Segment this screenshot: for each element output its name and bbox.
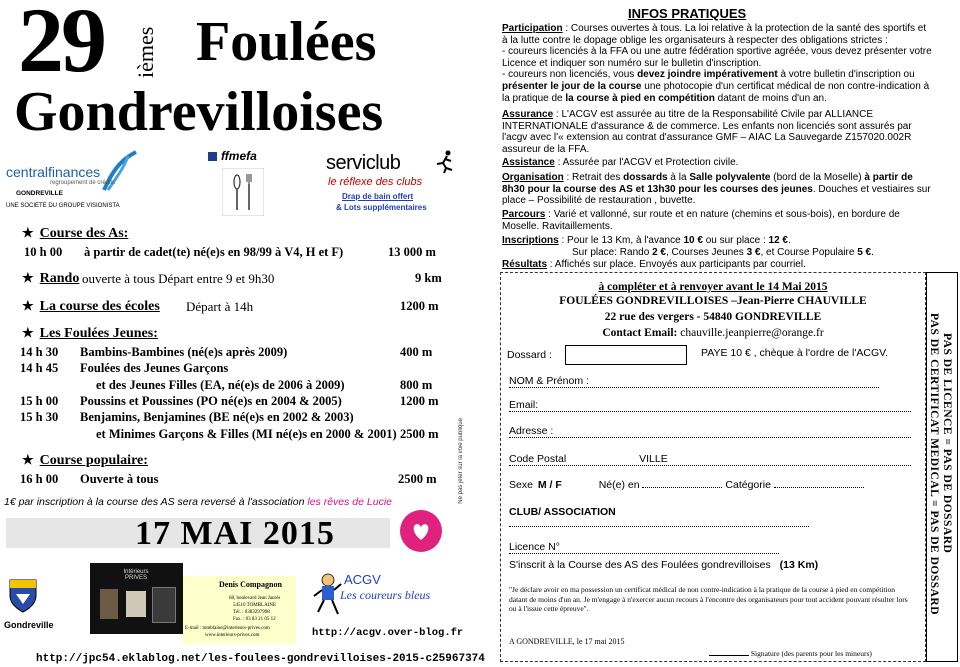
jeunes-row-time: 15 h 00 [20,394,59,408]
licence-label: Licence N° [509,541,560,553]
acgv-logo [310,568,470,624]
registration-form [500,272,926,662]
serviclub-tagline: le réflexe des clubs [328,176,423,188]
form-contact-label: Contact Email: [602,327,678,339]
serviclub-logo [326,150,476,220]
rando-dist: 9 km [415,271,442,285]
assurance-text: : L'ACGV est assurée au titre de la Responsabilité Civile par ALLIANCE INTERNATIONALE d'assurance & de commerce. Les enfants non licenciés sont assurés par l'acgv avec l'« extension au contrat d'assurance GMF – AIAC La Sauvegarde Z157020.002R assureur de la FFA. [502,109,912,155]
serviclub-offer2: & Lots supplémentaires [336,203,427,212]
reves-de-lucie-logo [400,510,442,552]
bullet-star-icon: ★ [22,270,34,285]
adresse-field[interactable] [509,425,911,438]
contact-address2: 54510 TOMBLAINE [233,603,277,608]
categorie-field[interactable] [774,487,864,488]
email-label: Email: [509,399,539,411]
side-text-1: PAS DE CERTIFICAT MEDICAL = PAS DE DOSSARD [928,313,940,616]
title-line1: Foulées [196,11,377,73]
form-deadline: à compléter et à renvoyer avant le 14 Mai 2015 [598,281,828,293]
jeunes-row-desc: Poussins et Poussines (PO né(e)s en 2004 & 2005) [80,394,342,408]
side-text-2: PAS DE LICENCE = PAS DE DOSSARD [941,333,953,554]
jeunes-row-dist: 800 m [400,378,433,392]
serviclub-name: serviclub [326,152,401,174]
para-assurance [502,109,932,155]
resultats-text: : Affichés sur place. Envoyés aux participants par courriel. [547,259,806,270]
jeunes-row-dist: 400 m [400,345,433,359]
swoosh-icon [98,150,138,194]
jeunes-row-time: 14 h 45 [20,361,59,375]
cp-label: Code Postal [509,453,567,465]
runner-mascot-icon [310,572,344,618]
cp-ville-field[interactable] [509,453,911,466]
nom-field[interactable] [509,375,879,388]
ne-label: Né(e) en [598,479,640,491]
contact-card [183,576,296,644]
assurance-label: Assurance [502,109,554,120]
nom-label: NOM & Prénom : [509,375,589,387]
para-assistance [502,157,932,169]
acgv-url[interactable]: http://acgv.over-blog.fr [312,627,464,639]
para-resultats [502,259,932,271]
gondreville-label: Gondreville [4,620,54,630]
gondreville-crest [8,578,38,614]
bullet-star-icon: ★ [22,225,34,240]
side-note: Ne pas jeter sur la voie publique [458,418,464,504]
bullet-star-icon: ★ [22,325,34,340]
contact-address1: 68, boulevard Jean Jaurès [229,596,281,601]
assistance-text: : Assurée par l'ACGV et Protection civile. [554,157,739,168]
bullet-star-icon: ★ [22,452,34,467]
form-address: 22 rue des vergers - 54840 GONDREVILLE [604,311,822,323]
course-as-time: 10 h 00 [24,245,63,259]
ffmefa-logo [208,150,280,220]
populaire-dist: 2500 m [398,472,437,486]
acgv-subtitle: Les coureurs bleus [340,588,431,602]
categorie-label: Catégorie [725,479,771,491]
place-date: A GONDREVILLE, le 17 mai 2015 [509,637,625,646]
central-finances-name: centralfinances [6,164,101,180]
ne-field[interactable] [642,487,722,488]
inscrit-line [509,559,818,571]
inscrit-dist: (13 Km) [779,559,819,571]
certificat-side-box [926,272,958,662]
interieurs-prives-photo [90,563,183,634]
populaire-time: 16 h 00 [20,472,59,486]
para-parcours [502,209,932,232]
bottom-url[interactable]: http://jpc54.eklablog.net/les-foulees-gondrevilloises-2015-c25967374 [36,653,485,665]
jeunes-row-time: 14 h 30 [20,345,59,359]
ffmefa-name: ffmefa [221,149,257,163]
donation-line [4,496,392,508]
section-populaire: ★ Course populaire: [22,452,148,468]
contact-fax: Fax. : 03 83 21 05 12 [233,617,276,622]
edition-number: 29 [18,0,104,91]
infos-pratiques-page [498,0,960,667]
form-org-line: FOULÉES GONDREVILLOISES –Jean-Pierre CHAUVILLE [559,295,867,307]
sexe-values[interactable]: M / F [537,479,562,491]
club-label: CLUB/ ASSOCIATION [509,506,616,518]
fork-knife-icon [222,168,264,216]
course-as-dist: 13 000 m [388,245,436,259]
form-contact-email[interactable]: chauville.jeanpierre@orange.fr [680,327,824,339]
dossard-label: Dossard : [507,349,552,361]
participation-label: Participation [502,23,563,34]
jeunes-row-time: 15 h 30 [20,410,59,424]
jeunes-row-dist: 2500 m [400,427,439,441]
contact-name: Denis Compagnon [219,580,282,589]
organisation-label: Organisation [502,172,564,183]
edition-suffix: ièmes [133,26,158,78]
central-finances-logo [6,150,136,216]
jeunes-row-desc: Benjamins, Benjamines (BE né(e)s en 2002 & 2003) [80,410,354,424]
inscrit-text: S'inscrit à la Course des AS des Foulées gondrevilloises [509,559,771,571]
adresse-label: Adresse : [509,425,554,437]
runner-icon [434,150,456,174]
contact-tel: Tél. : 0383297998 [233,610,270,615]
parcours-text: : Varié et vallonné, sur route et en nature (chemins et sous-bois), en bordure de Moselle. Ravitaillements. [502,209,900,232]
section-course-as: ★ Course des As: [22,225,129,241]
ffmefa-mark-icon [208,152,217,161]
rando-desc: ouverte à tous Départ entre 9 et 9h30 [82,271,275,286]
declaration: "Je déclare avoir en ma possession un certificat médical de non contre-indication à la pratique de la course à pied en compétition datant de moins d'un an. Je m'engage à n'exercer aucun recours à l'encontre des organisateurs pour tout accident pouvant résulter lors ou à l'issue cette épreuve". [509,585,908,613]
para-participation: Participation : Courses ouvertes à tous. La loi relative à la protection de la santé des sportifs et à la lutte contre le dopage oblige les organisateurs à respecter des obligations strictes : - coureurs licenciés à la FFA ou une autre fédération sportive agréée, vous devez présenter votre Licence et indiquer son numéro sur le bulletin d'inscription. - coureurs non licenciés, vous devez joindre impérativement à votre bulletin d'inscription ou présenter le jour de la course une photocopie d'un certificat médical de non contre-indication à la pratique de la course à pied en compétition datant de moins d'un an. [502,23,932,104]
inscriptions-label: Inscriptions [502,235,559,246]
jeunes-row-desc: et des Jeunes Filles (EA, né(e)s de 2006 à 2009) [96,378,345,392]
form-contact [501,327,925,339]
populaire-desc: Ouverte à tous [80,472,159,486]
ecoles-desc: Départ à 14h [186,299,254,314]
contact-email: E-mail : tomblaine@interieurs-prives.com [185,626,270,631]
sexe-label: Sexe [509,479,533,491]
assistance-label: Assistance [502,157,555,168]
licence-field[interactable] [509,541,779,554]
contact-web: www.interieurs-prives.com [205,633,260,638]
ecoles-dist: 1200 m [400,299,439,313]
para-organisation: Organisation : Retrait des dossards à la Salle polyvalente (bord de la Moselle) à partir de 8h30 pour la course des AS et 13h30 pour les courses des jeunes. Douches et vestiaires sur place – Possibilité de restauration , buvette. [502,172,931,207]
crest-icon [8,578,38,614]
bullet-star-icon: ★ [22,298,34,313]
jeunes-row-desc: et Minimes Garçons & Filles (MI né(e)s en 2000 & 2001) [96,427,397,441]
title-line2: Gondrevilloises [14,81,384,143]
signature-label: Signature (des parents pour les mineurs) [750,649,872,658]
sexe-row [509,479,911,491]
infos-title: INFOS PRATIQUES [628,6,747,21]
acgv-title: ACGV [344,572,381,587]
central-finances-group: UNE SOCIETE DU GROUPE VISIONISTA [6,203,120,209]
participation-l1: - coureurs licenciés à la FFA ou une autre fédération sportive agréée, vous devez présenter votre Licence et indiquer son numéro sur le bulletin d'inscription. [502,46,932,69]
event-date: 17 MAI 2015 [135,515,335,552]
section-ecoles: ★ La course des écoles [22,298,160,314]
signature-line[interactable] [709,649,872,658]
course-as-desc: à partir de cadet(te) né(e)s en 98/99 à V4, H et F) [84,245,344,259]
email-field[interactable] [509,399,911,412]
section-rando: ★ Rando [22,270,80,286]
jeunes-row-dist: 1200 m [400,394,439,408]
dossard-field[interactable] [565,345,687,365]
central-finances-city: GONDREVILLE [16,190,63,197]
para-inscriptions: Inscriptions : Pour le 13 Km, à l'avance 10 € ou sur place : 12 €. Sur place: Rando 2 €, Courses Jeunes 3 €, et Course Populaire 5 €. [502,235,874,258]
jeunes-row-desc: Foulées des Jeunes Garçons [80,361,229,375]
parcours-label: Parcours [502,209,546,220]
ville-label: VILLE [639,453,668,465]
participation-text: : Courses ouvertes à tous. La loi relative à la protection de la santé des sportifs et à la lutte contre le dopage oblige les organisateurs à respecter des obligations strictes : [502,23,927,46]
central-finances-tag: regroupement de crédits [50,180,116,186]
donation-text: 1€ par inscription à la course des AS sera reversé à l'association [4,496,305,508]
section-jeunes: ★ Les Foulées Jeunes: [22,325,158,341]
heart-icon [400,510,442,552]
resultats-label: Résultats [502,259,548,270]
photo-label: Intérieurs PRIVES [123,569,149,581]
paye-text: PAYE 10 € , chèque à l'ordre de l'ACGV. [701,347,889,359]
donation-assoc: les rêves de Lucie [307,496,392,508]
serviclub-offer1: Drap de bain offert [342,192,414,201]
club-field[interactable] [509,506,809,527]
jeunes-row-desc: Bambins-Bambines (né(e)s après 2009) [80,345,288,359]
